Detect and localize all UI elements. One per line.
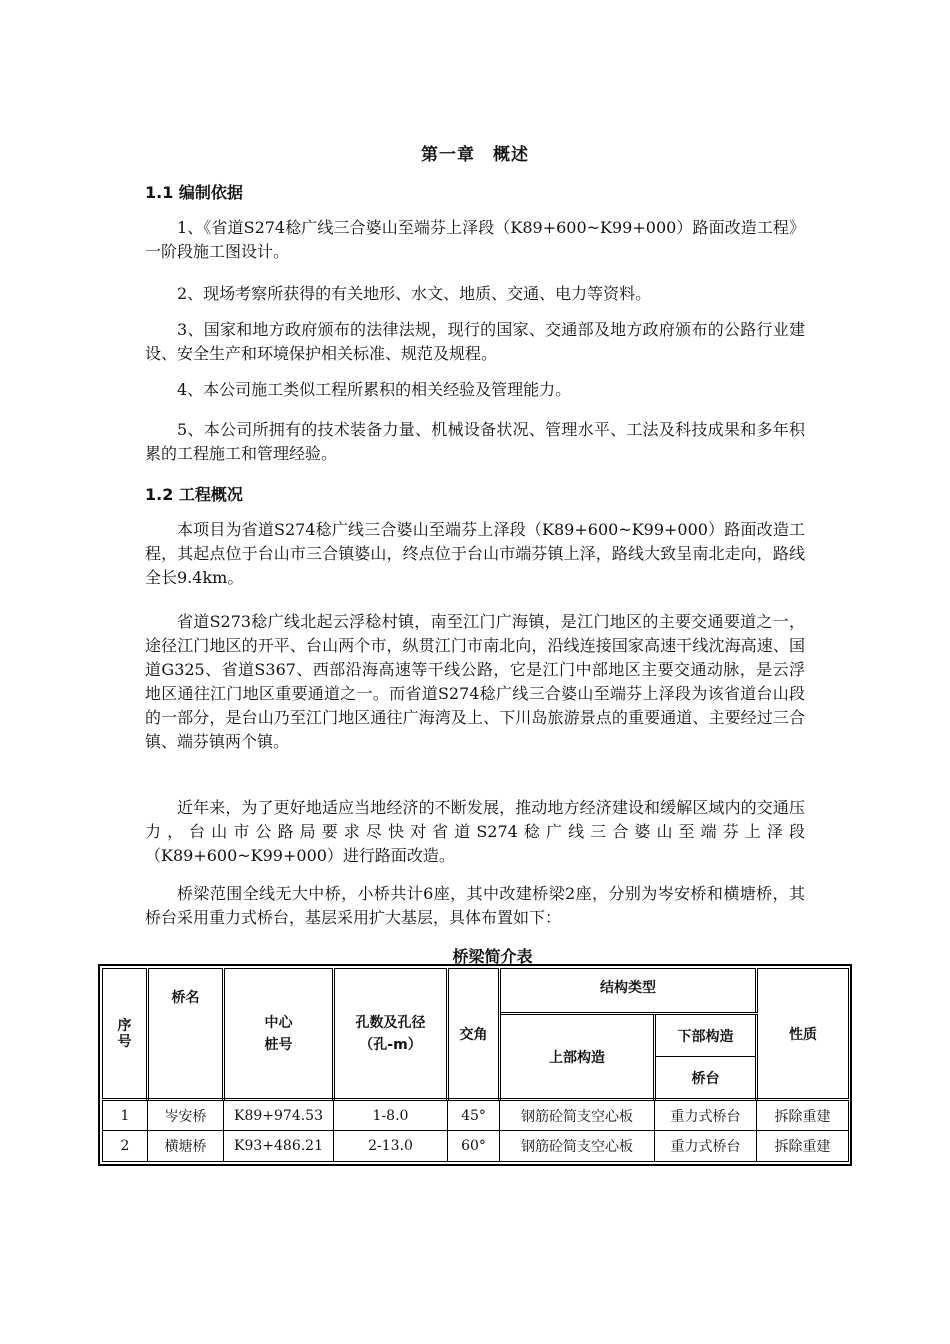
cell-index: 1 xyxy=(103,1100,148,1131)
section-heading-1-1: 1.1 编制依据 xyxy=(145,183,243,202)
cell-nature: 拆除重建 xyxy=(757,1100,849,1131)
header-lower: 下部构造 xyxy=(655,1014,757,1057)
paragraph-overview-1: 本项目为省道S274稔广线三合婆山至端芬上泽段（K89+600~K99+000）路面改造工程，其起点位于台山市三合镇婆山，终点位于台山市端芬镇上泽，路线大致呈南北走向，路线全长9.4km。 xyxy=(145,520,805,587)
cell-angle: 45° xyxy=(448,1100,500,1131)
cell-center: K89+974.53 xyxy=(224,1100,334,1131)
cell-name: 岑安桥 xyxy=(148,1100,224,1131)
cell-spans: 1-8.0 xyxy=(334,1100,448,1131)
cell-spans: 2-13.0 xyxy=(334,1131,448,1162)
paragraph-overview-3: 近年来，为了更好地适应当地经济的不断发展，推动地方经济建设和缓解区域内的交通压力，台山市公路局要求尽快对省道S274稔广线三合婆山至端芬上泽段（K89+600~K99+000）进行路面改造。 xyxy=(145,798,805,865)
cell-name: 横塘桥 xyxy=(148,1131,224,1162)
header-upper: 上部构造 xyxy=(500,1014,655,1100)
bridge-table xyxy=(98,964,852,1166)
cell-angle: 60° xyxy=(448,1131,500,1162)
cell-abutment: 重力式桥台 xyxy=(655,1131,757,1162)
paragraph-overview-2: 省道S273稔广线北起云浮稔村镇，南至江门广海镇，是江门地区的主要交通要道之一，途径江门地区的开平、台山两个市，纵贯江门市南北向，沿线连接国家高速干线沈海高速、国道G325、省道S367、西部沿海高速等干线公路，它是江门中部地区主要交通动脉，是云浮地区通往江门地区重要通道之一。而省道S274稔广线三合婆山至端芬上泽段为该省道台山段的一部分，是台山乃至江门地区通往广海湾及上、下川岛旅游景点的重要通道、主要经过三合镇、端芬镇两个镇。 xyxy=(145,612,805,751)
section-heading-1-2: 1.2 工程概况 xyxy=(145,485,243,504)
paragraph-basis-3: 3、国家和地方政府颁布的法律法规，现行的国家、交通部及地方政府颁布的公路行业建设、安全生产和环境保护相关标准、规范及规程。 xyxy=(145,320,805,363)
cell-nature: 拆除重建 xyxy=(757,1131,849,1162)
header-abutment: 桥台 xyxy=(655,1057,757,1100)
table-title: 桥梁简介表 xyxy=(452,947,533,966)
header-index: 序号 xyxy=(103,969,148,1100)
paragraph-basis-2: 2、现场考察所获得的有关地形、水文、地质、交通、电力等资料。 xyxy=(177,284,652,303)
cell-center: K93+486.21 xyxy=(224,1131,334,1162)
header-nature: 性质 xyxy=(757,969,849,1100)
chapter-title: 第一章 概述 xyxy=(421,145,529,165)
header-spans: 孔数及孔径 （孔-m） xyxy=(334,969,448,1100)
header-name: 桥名 xyxy=(148,969,224,1100)
paragraph-basis-5: 5、本公司所拥有的技术装备力量、机械设备状况、管理水平、工法及科技成果和多年积累的工程施工和管理经验。 xyxy=(145,420,805,463)
header-angle: 交角 xyxy=(448,969,500,1100)
paragraph-basis-1: 1、《省道S274稔广线三合婆山至端芬上泽段（K89+600~K99+000）路面改造工程》一阶段施工图设计。 xyxy=(145,218,805,261)
cell-index: 2 xyxy=(103,1131,148,1162)
header-structure: 结构类型 xyxy=(500,969,757,1014)
table-row xyxy=(103,1131,849,1162)
paragraph-basis-4: 4、本公司施工类似工程所累积的相关经验及管理能力。 xyxy=(177,380,572,399)
cell-upper: 钢筋砼简支空心板 xyxy=(500,1131,655,1162)
table-row xyxy=(103,1100,849,1131)
paragraph-overview-4: 桥梁范围全线无大中桥，小桥共计6座，其中改建桥梁2座，分别为岑安桥和横塘桥，其桥台采用重力式桥台，基层采用扩大基层，具体布置如下： xyxy=(145,884,805,927)
cell-abutment: 重力式桥台 xyxy=(655,1100,757,1131)
header-center: 中心 桩号 xyxy=(224,969,334,1100)
cell-upper: 钢筋砼简支空心板 xyxy=(500,1100,655,1131)
